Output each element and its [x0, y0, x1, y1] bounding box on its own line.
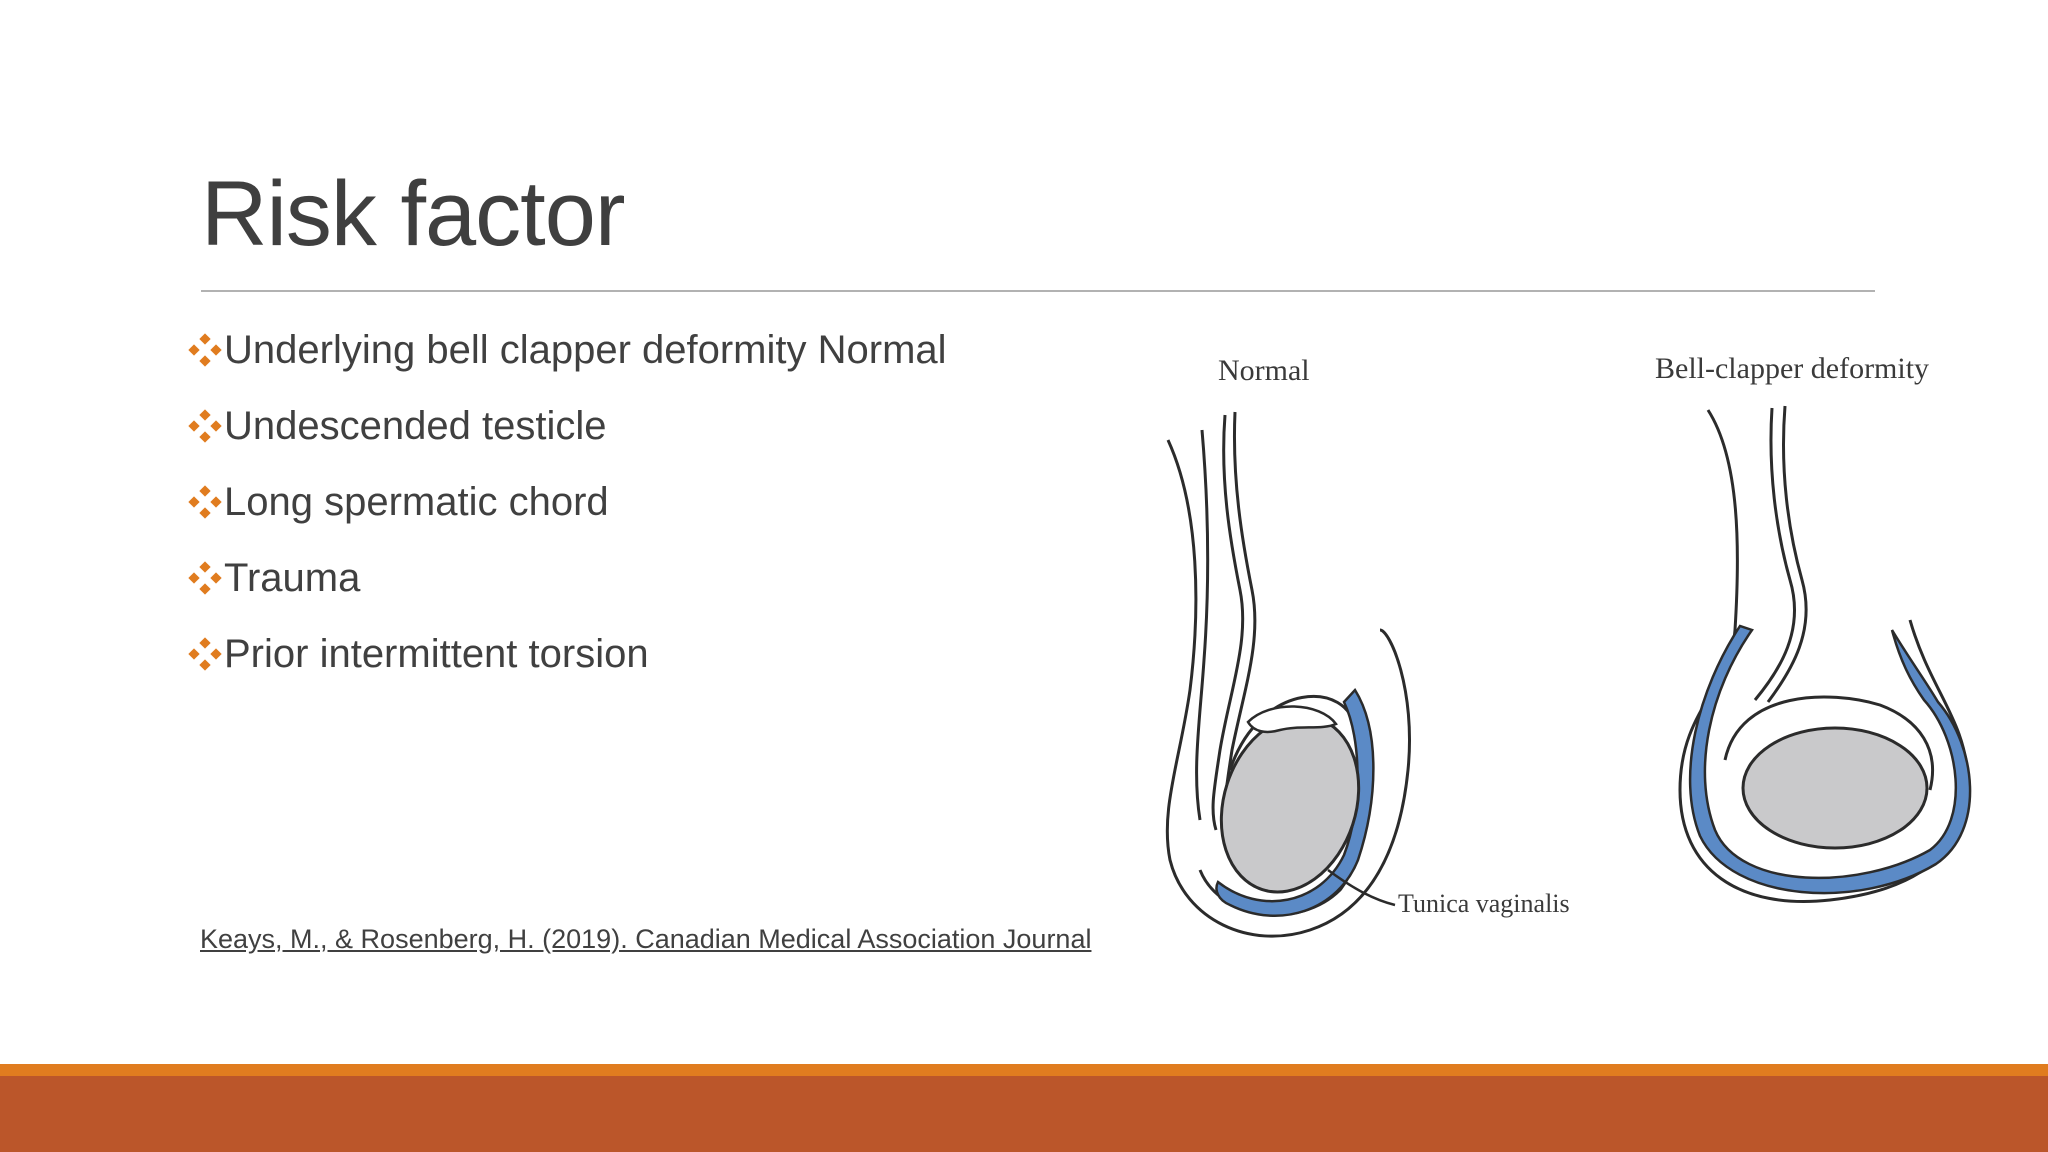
bullet-text: Underlying bell clapper deformity Normal	[224, 327, 947, 372]
bullet-item	[188, 540, 947, 616]
diamond-bullet-icon	[188, 561, 222, 595]
testicular-anatomy-figure	[1140, 330, 2000, 950]
citation-link[interactable]: Keays, M., & Rosenberg, H. (2019). Canadian Medical Association Journal	[200, 924, 1092, 954]
footer-band	[0, 1076, 2048, 1152]
diamond-bullet-icon	[188, 333, 222, 367]
bullet-text: Undescended testicle	[224, 403, 607, 448]
label-bell-clapper: Bell-clapper deformity	[1655, 352, 1930, 385]
bullet-item	[188, 616, 947, 692]
diamond-bullet-icon	[188, 409, 222, 443]
bullet-text: Long spermatic chord	[224, 479, 609, 524]
diamond-bullet-icon	[188, 485, 222, 519]
bullet-item	[188, 312, 947, 388]
normal-testis-diagram	[1167, 412, 1409, 936]
label-normal: Normal	[1218, 354, 1310, 387]
diamond-bullet-icon	[188, 637, 222, 671]
title-divider	[201, 290, 1875, 292]
bell-clapper-testis-diagram	[1680, 406, 1970, 902]
label-tunica-vaginalis: Tunica vaginalis	[1398, 889, 1570, 918]
bullet-text: Trauma	[224, 555, 361, 600]
footer-accent-stripe	[0, 1064, 2048, 1076]
bullet-item	[188, 464, 947, 540]
bullet-text: Prior intermittent torsion	[224, 631, 649, 676]
bullet-item	[188, 388, 947, 464]
slide-title: Risk factor	[201, 163, 625, 265]
bullet-list	[188, 312, 947, 692]
